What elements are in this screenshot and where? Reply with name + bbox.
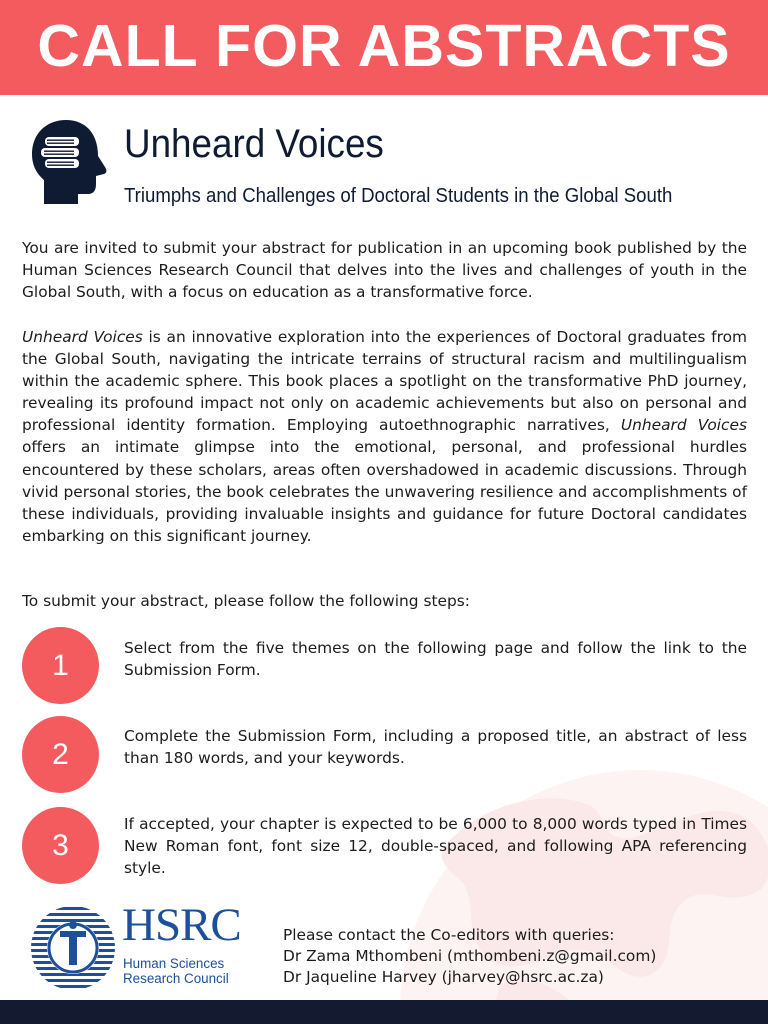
logo-line-2: Research Council xyxy=(123,971,229,986)
step-text: Complete the Submission Form, including a proposed title, an abstract of less than 180 words, and your keywords. xyxy=(124,727,747,768)
book-subtitle: Triumphs and Challenges of Doctoral Students in the Global South xyxy=(124,185,673,207)
step-text: If accepted, your chapter is expected to be 6,000 to 8,000 words typed in Times New Roman font, font size 12, double-spaced, and following APA referencing style. xyxy=(124,815,747,878)
contact-editor-2: Dr Jaqueline Harvey (jharvey@hsrc.ac.za) xyxy=(283,968,604,986)
description-text-a: is an innovative exploration into the experiences of Doctoral graduates from the Global South, navigating the intricate terrains of structural racism and multilingualism within the academic sphere. This book places a spotlight on the transformative PhD journey, revealing its profound impact not only on academic achievements but also on personal and professional identity formation. Employing autoethnographic narratives, xyxy=(22,328,747,435)
steps-intro: To submit your abstract, please follow the following steps: xyxy=(22,592,470,610)
title-banner xyxy=(0,0,768,95)
logo-line-1: Human Sciences xyxy=(123,956,225,971)
intro-paragraph: You are invited to submit your abstract for publication in an upcoming book published by the Human Sciences Research Council that delves into the lives and challenges of youth in the Global South, with a focus on education as a transformative force. xyxy=(22,239,747,302)
footer-bar xyxy=(0,1000,768,1024)
book-title: Unheard Voices xyxy=(124,122,384,166)
hsrc-logo xyxy=(30,899,265,991)
contact-editor-1: Dr Zama Mthombeni (mthombeni.z@gmail.com) xyxy=(283,947,657,965)
head-with-books-icon xyxy=(28,118,110,206)
description-text-b: offers an intimate glimpse into the emotional, personal, and professional hurdles encountered by these scholars, areas often overshadowed in academic discussions. Through vivid personal stories, the book celebrates the unwavering resilience and accomplishments of these individuals, providing invaluable insights and guidance for future Doctoral candidates embarking on this significant journey. xyxy=(22,438,747,545)
description-paragraph xyxy=(22,326,747,547)
logo-abbreviation: HSRC xyxy=(122,899,241,951)
book-title-italic: Unheard Voices xyxy=(22,328,143,346)
hsrc-emblem-icon xyxy=(30,905,116,991)
book-title-italic: Unheard Voices xyxy=(620,416,747,435)
contact-heading: Please contact the Co-editors with queries: xyxy=(283,926,615,944)
step-text: Select from the five themes on the following page and follow the link to the Submission Form. xyxy=(124,639,747,680)
banner-title: CALL FOR ABSTRACTS xyxy=(37,13,731,79)
step-number-badge: 2 xyxy=(22,716,99,793)
step-number-badge: 1 xyxy=(22,627,99,704)
step-number-badge: 3 xyxy=(22,807,99,884)
